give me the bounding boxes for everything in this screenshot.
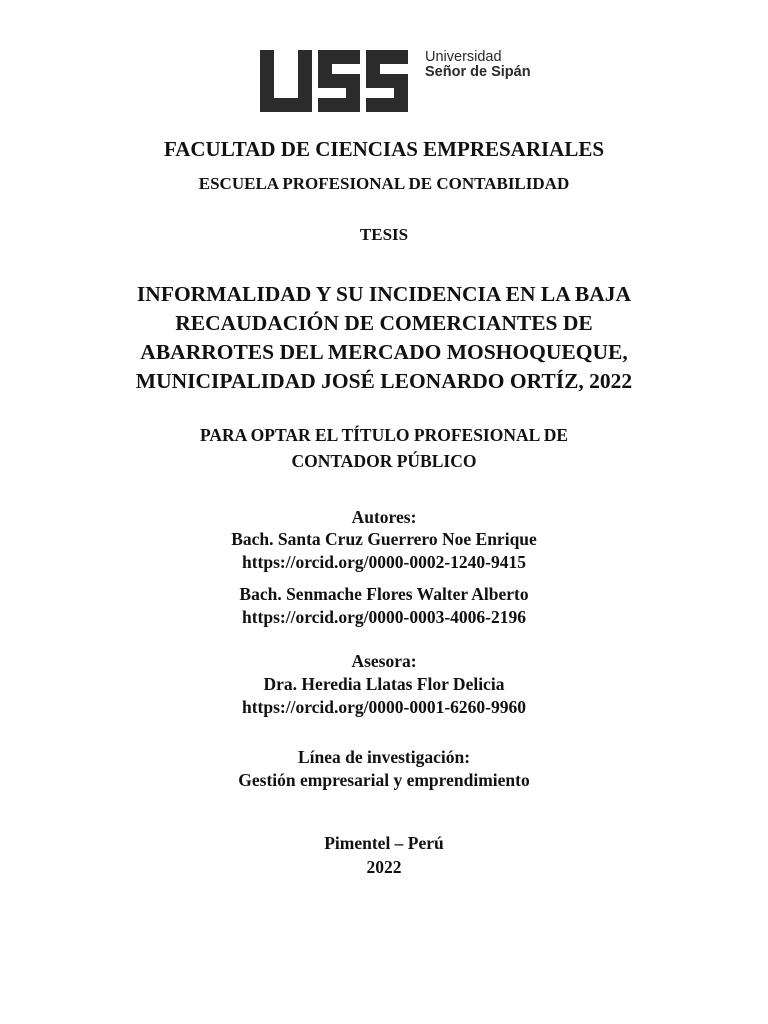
advisor-label: Asesora: <box>351 651 417 671</box>
faculty-heading: FACULTAD DE CIENCIAS EMPRESARIALES <box>163 137 605 161</box>
degree-statement <box>0 422 768 474</box>
thesis-title-line: MUNICIPALIDAD JOSÉ LEONARDO ORTÍZ, 2022 <box>135 369 633 393</box>
thesis-title-line: INFORMALIDAD Y SU INCIDENCIA EN LA BAJA <box>136 282 632 306</box>
university-name-line2: Señor de Sipán <box>425 64 531 80</box>
advisor-name: Dra. Heredia Llatas Flor Delicia <box>263 674 505 694</box>
degree-line: PARA OPTAR EL TÍTULO PROFESIONAL DE <box>199 425 569 445</box>
school-heading: ESCUELA PROFESIONAL DE CONTABILIDAD <box>198 174 570 193</box>
place: Pimentel – Perú <box>324 833 444 853</box>
year: 2022 <box>366 857 402 877</box>
thesis-title <box>0 280 768 396</box>
logo-letter-s2 <box>366 50 408 112</box>
research-line-label: Línea de investigación: <box>297 747 471 767</box>
advisor-orcid: https://orcid.org/0000-0001-6260-9960 <box>241 697 527 717</box>
logo-letter-u <box>260 50 312 112</box>
author-orcid: https://orcid.org/0000-0003-4006-2196 <box>241 607 527 627</box>
university-name <box>425 50 531 80</box>
thesis-title-line: RECAUDACIÓN DE COMERCIANTES DE <box>175 311 593 335</box>
degree-line: CONTADOR PÚBLICO <box>291 451 477 471</box>
authors-label: Autores: <box>351 507 417 527</box>
research-line-value: Gestión empresarial y emprendimiento <box>238 770 530 790</box>
logo-letter-s1 <box>318 50 360 112</box>
author-name: Bach. Senmache Flores Walter Alberto <box>239 584 529 604</box>
author-orcid: https://orcid.org/0000-0002-1240-9415 <box>241 552 527 572</box>
thesis-title-line: ABARROTES DEL MERCADO MOSHOQUEQUE, <box>140 340 628 364</box>
document-type: TESIS <box>359 225 409 244</box>
university-name-line1: Universidad <box>425 49 502 65</box>
author-name: Bach. Santa Cruz Guerrero Noe Enrique <box>231 529 537 549</box>
